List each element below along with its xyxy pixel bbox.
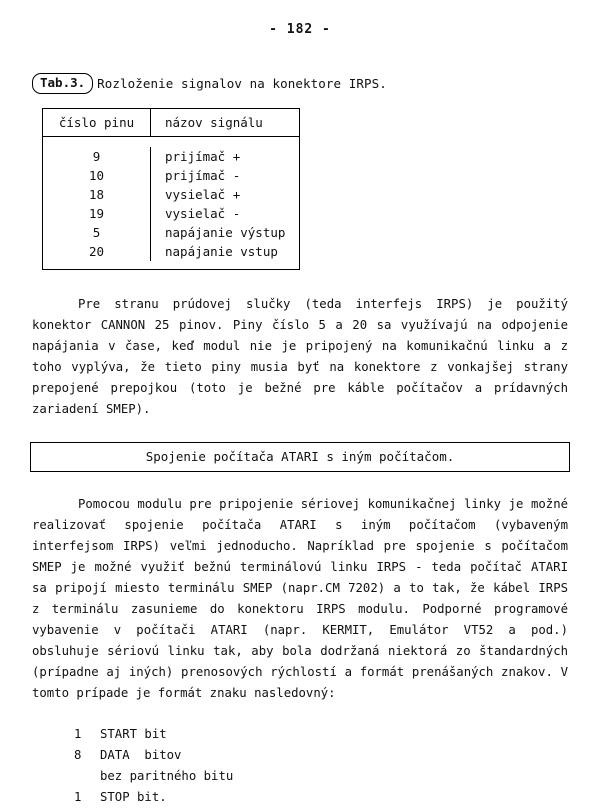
bit-label: DATA bitov (100, 747, 182, 762)
paragraph-connector-description (32, 294, 568, 420)
cell-pin-number: 9 (43, 147, 151, 166)
document-page (0, 22, 600, 804)
table-row (43, 166, 299, 185)
cell-pin-number: 18 (43, 185, 151, 204)
cell-signal-name: napájanie výstup (165, 224, 286, 240)
bit-format-list (74, 724, 600, 808)
cell-signal-name: vysielač + (165, 186, 241, 202)
column-header-pin-number: číslo pinu (43, 109, 151, 136)
cell-pin-number: 20 (43, 242, 151, 261)
cell-signal-name: napájanie vstup (165, 243, 278, 259)
paragraph-atari-connection (32, 494, 568, 704)
bit-count: 1 (74, 789, 82, 804)
cell-pin-number: 5 (43, 223, 151, 242)
bit-label: bez paritného bitu (100, 768, 234, 783)
paragraph-text: Pre stranu prúdovej slučky (teda interfejs IRPS) je použitý konektor CANNON 25 pinov. Piny číslo 5 a 20 sa využívajú na odpojenie napájania v čase, keď modul nie je pripojený na komunikačnú linku a z toho vyplýva, že tieto piny musia byť na konektore z vonkajšej strany prepojené prepojkou (toto je bežné pre káble počítačov a prídavných zariadení SMEP). (32, 296, 568, 416)
bit-count: 8 (74, 747, 82, 762)
bit-label: STOP bit. (100, 789, 167, 804)
bit-label: START bit (100, 726, 167, 741)
page-number: - 182 - (269, 22, 331, 37)
table-row (43, 223, 299, 242)
table-row (43, 204, 299, 223)
cell-signal-name: prijímač - (165, 167, 241, 183)
pin-assignment-table (42, 108, 300, 270)
table-caption-text: Rozloženie signalov na konektore IRPS. (97, 75, 387, 91)
table-caption-row (32, 73, 600, 94)
cell-signal-name: vysielač - (165, 205, 241, 221)
section-heading-text: Spojenie počítača ATARI s iným počítačom. (145, 448, 455, 464)
list-item (74, 724, 600, 745)
list-item (74, 787, 600, 808)
table-row (43, 147, 299, 166)
list-item (74, 745, 600, 766)
cell-pin-number: 19 (43, 204, 151, 223)
column-header-signal-name: názov signálu (165, 114, 263, 130)
list-item (74, 766, 600, 787)
bit-count: 1 (74, 726, 82, 741)
table-header-row (43, 109, 299, 137)
paragraph-text: Pomocou modulu pre pripojenie sériovej komunikačnej linky je možné realizovať spojenie počítača ATARI s iným počítačom (vybaveným interfejsom IRPS) veľmi jednoducho. Napríklad pre spojenie s počítačom SMEP je možné využiť bežnú terminálovú linku IRPS - teda počítač ATARI sa pripojí miesto terminálu SMEP (napr.CM 7202) a to tak, že kábel IRPS z terminálu zasunieme do konektoru IRPS modulu. Podporné programové vybavenie v počítači ATARI (napr. KERMIT, Emulátor VT52 a pod.) obsluhuje sériovú linku tak, aby bola dodržaná niektorá zo štandardných (prípadne aj iných) prenosových rýchlostí a formát prenášaných znakov. V tomto prípade je formát znaku nasledovný: (32, 496, 568, 700)
section-heading-box (30, 442, 570, 472)
cell-pin-number: 10 (43, 166, 151, 185)
table-row (43, 185, 299, 204)
cell-signal-name: prijímač + (165, 148, 241, 164)
table-body (43, 137, 299, 269)
table-tag-label: Tab.3. (32, 73, 93, 94)
bit-count (74, 766, 100, 787)
table-row (43, 242, 299, 261)
